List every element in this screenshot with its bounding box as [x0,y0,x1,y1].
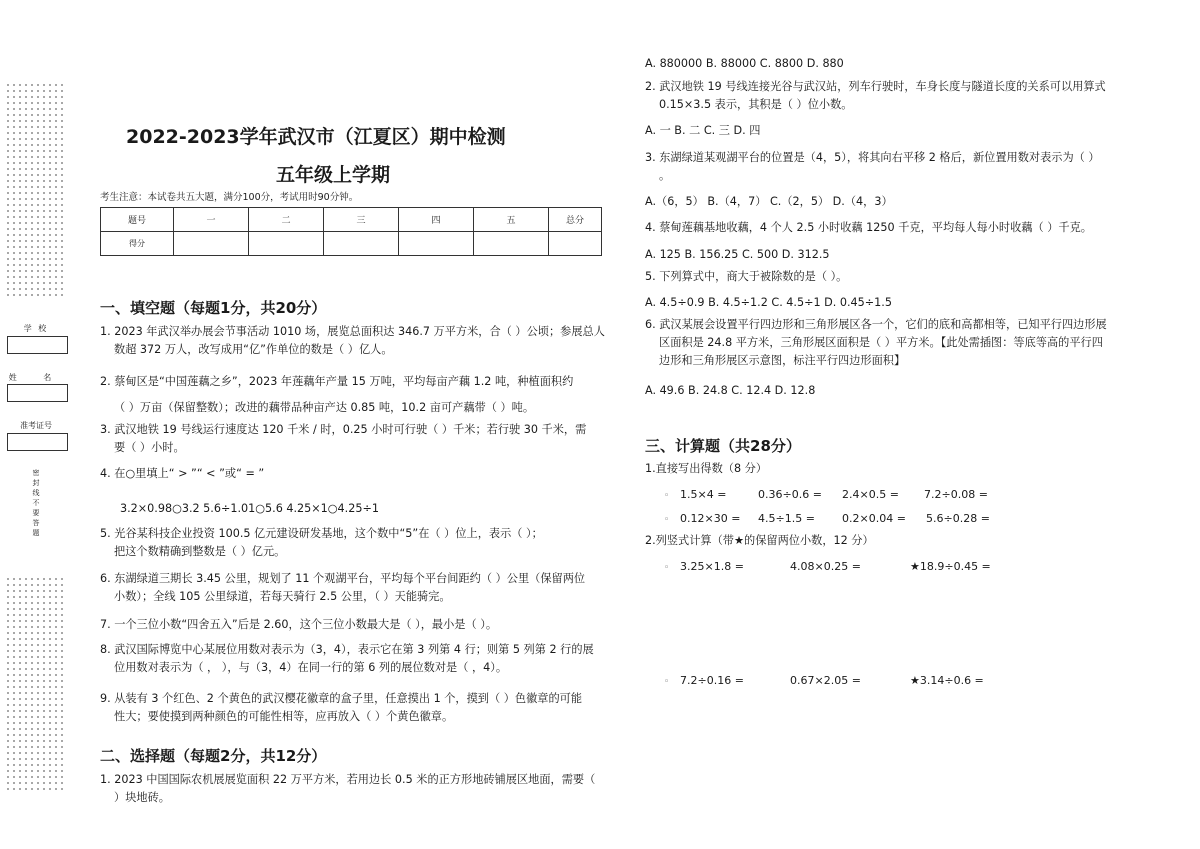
calc-item: 0.36÷0.6 = [758,488,822,501]
s2-q1-line1: 1. 2023 中国国际农机展展览面积 22 万平方米，若用边长 0.5 米的正方形地砖铺展区地面，需要（ [100,773,596,786]
s2-q6-line2: 区面积是 24.8 平方米，三角形展区面积是（ ）平方米。【此处需插图：等底等高的平行四 [659,336,1103,349]
school-label: 学 校 [23,324,49,333]
s2-q3-options: A.（6，5） B.（4，7） C.（2，5） D.（4，3） [645,195,893,208]
s1-q6-line1: 6. 东湖绿道三期长 3.45 公里，规划了 11 个观湖平台，平均每个平台间距约（ ）公里（保留两位 [100,572,586,585]
s1-question-3 [100,421,586,457]
calc-row-1 [664,488,988,501]
seal-line-note: 密封线不要答题 [32,469,40,537]
s1-question-7 [100,616,497,634]
calc-item: 4.08×0.25 = [790,560,861,573]
s2-q2-line1: 2. 武汉地铁 19 号线连接光谷与武汉站，列车行驶时，车身长度与隧道长度的关系可以用算式 [645,80,1106,93]
binding-dots-top [5,82,63,296]
section2-title: 二、选择题（每题2分，共12分） [100,747,327,765]
s1-q8-line1: 8. 武汉国际博览中心某展位用数对表示为（3，4），表示它在第 3 列第 4 行；则第 5 列第 2 行的展 [100,643,594,656]
s1-q1-line1: 1. 2023 年武汉举办展会节事活动 1010 场，展览总面积达 346.7 万平方米，合（ ）公顷；参展总人 [100,325,605,338]
calc-item: 3.25×1.8 = [680,560,744,573]
s1-q1-line2: 数超 372 万人，改写成用“亿”作单位的数是（ ）亿人。 [114,343,393,356]
s1-q9-line1: 9. 从装有 3 个红色、2 个黄色的武汉樱花徽章的盒子里，任意摸出 1 个，摸到（ ）色徽章的可能 [100,692,583,705]
calc-item: 0.12×30 = [680,512,741,525]
calc-row-2 [664,512,990,525]
score-cell[interactable] [249,232,324,256]
s2-question-3 [645,149,1100,185]
s2-question-1 [100,771,595,807]
s3-part2-title: 2.列竖式计算（带★的保留两位小数，12 分） [645,534,874,547]
s1-q3-line1: 3. 武汉地铁 19 号线运行速度达 120 千米 / 时，0.25 小时可行驶（ ）千米；若行驶 30 千米，需 [100,423,587,436]
score-header-4: 四 [399,208,474,232]
binding-dots-bottom [5,576,63,790]
calc-item: 7.2÷0.08 = [924,488,988,501]
section1-title: 一、填空题（每题1分，共20分） [100,299,327,317]
score-header-label: 题号 [101,208,174,232]
s2-q1-line2: ）块地砖。 [114,791,170,804]
s1-question-6 [100,570,585,606]
s2-q4-options: A. 125 B. 156.25 C. 500 D. 312.5 [645,248,830,261]
s2-q6-options: A. 49.6 B. 24.8 C. 12.4 D. 12.8 [645,384,816,397]
score-cell[interactable] [399,232,474,256]
bullet-icon: ◦ [664,491,670,501]
bullet-icon: ◦ [664,515,670,525]
calc-item: ★3.14÷0.6 = [910,674,984,687]
s2-q6-line1: 6. 武汉某展会设置平行四边形和三角形展区各一个，它们的底和高都相等，已知平行四边形展 [645,318,1107,331]
calc-item: 7.2÷0.16 = [680,674,744,687]
s2-q3-line2: 。 [659,169,671,182]
s2-q5-options: A. 4.5÷0.9 B. 4.5÷1.2 C. 4.5÷1 D. 0.45÷1.5 [645,296,892,309]
s1-question-2 [100,369,573,421]
s2-q6-line3: 边形和三角形展区示意图，标注平行四边形面积】 [659,354,906,367]
name-label: 姓 名 [8,373,64,382]
score-header-total: 总分 [549,208,602,232]
s1-question-4 [100,465,379,518]
s1-q5-line2: 把这个数精确到整数是（ ）亿元。 [114,545,286,558]
exam-notice: 考生注意：本试卷共五大题，满分100分，考试用时90分钟。 [100,192,359,203]
s2-question-4: 4. 蔡甸莲藕基地收藕，4 个人 2.5 小时收藕 1250 千克，平均每人每小时收藕（ ）千克。 [645,221,1092,234]
s2-question-5: 5. 下列算式中，商大于被除数的是（ ）。 [645,270,848,283]
calc-item: 2.4×0.5 = [842,488,899,501]
score-header-1: 一 [174,208,249,232]
s1-q8-line2: 位用数对表示为（ ， ），与（3，4）在同一行的第 6 列的展位数对是（ ，4）。 [114,661,508,674]
score-row-label: 得分 [101,232,174,256]
calc-item: ★18.9÷0.45 = [910,560,991,573]
s2-question-2 [645,78,1106,114]
s1-q4-line2: 3.2×0.98○3.2 5.6÷1.01○5.6 4.25×1○4.25÷1 [120,502,379,515]
s2-q2-line2: 0.15×3.5 表示，其积是（ ）位小数。 [659,98,853,111]
calc-row-3 [664,560,991,573]
bullet-icon: ◦ [664,563,670,573]
exam-subtitle: 五年级上学期 [276,164,391,186]
s2-q3-line1: 3. 东湖绿道某观湖平台的位置是（4，5），将其向右平移 2 格后，新位置用数对表示为（ ） [645,151,1100,164]
score-table [100,207,602,256]
s1-q2-line2: （ ）万亩（保留整数）；改进的藕带品种亩产达 0.85 吨，10.2 亩可产藕带（ ）吨。 [114,401,535,414]
s1-q7-line1: 7. 一个三位小数“四舍五入”后是 2.60，这个三位小数最大是（ ），最小是（ ）。 [100,618,498,631]
score-cell[interactable] [474,232,549,256]
calc-item: 0.2×0.04 = [842,512,906,525]
name-field[interactable] [7,384,68,402]
s3-part1-title: 1.直接写出得数（8 分） [645,462,768,475]
s1-q6-line2: 小数）；全线 105 公里绿道，若每天骑行 2.5 公里，（ ）天能骑完。 [114,590,451,603]
exam-title: 2022-2023学年武汉市（江夏区）期中检测 [126,126,506,148]
score-cell[interactable] [324,232,399,256]
s1-question-9 [100,690,582,726]
calc-item: 0.67×2.05 = [790,674,861,687]
s1-question-8 [100,641,594,677]
score-cell[interactable] [549,232,602,256]
calc-item: 5.6÷0.28 = [926,512,990,525]
s1-q9-line2: 性大；要使摸到两种颜色的可能性相等，应再放入（ ）个黄色徽章。 [114,710,454,723]
exam-no-field[interactable] [7,433,68,451]
s1-question-1 [100,323,605,359]
s2-q2-options: A. 一 B. 二 C. 三 D. 四 [645,124,761,137]
s1-q3-line2: 要（ ）小时。 [114,441,185,454]
calc-item: 1.5×4 = [680,488,727,501]
s2-q1-options: A. 880000 B. 88000 C. 8800 D. 880 [645,57,844,70]
bullet-icon: ◦ [664,677,670,687]
exam-no-label: 准考证号 [20,421,52,430]
section3-title: 三、计算题（共28分） [645,437,801,455]
score-header-5: 五 [474,208,549,232]
calc-row-4 [664,674,984,687]
calc-item: 4.5÷1.5 = [758,512,815,525]
s2-question-6 [645,316,1107,370]
score-cell[interactable] [174,232,249,256]
s1-q2-line1: 2. 蔡甸区是“中国莲藕之乡”，2023 年莲藕年产量 15 万吨，平均每亩产藕 1.2 吨，种植面积约 [100,375,574,388]
score-header-2: 二 [249,208,324,232]
s1-question-5 [100,525,543,561]
school-field[interactable] [7,336,68,354]
s1-q4-line1: 4. 在○里填上“ > ”“ < ”或“ = ” [100,467,265,480]
s1-q5-line1: 5. 光谷某科技企业投资 100.5 亿元建设研发基地，这个数中“5”在（ ）位上，表示（ ）； [100,527,543,540]
score-header-3: 三 [324,208,399,232]
